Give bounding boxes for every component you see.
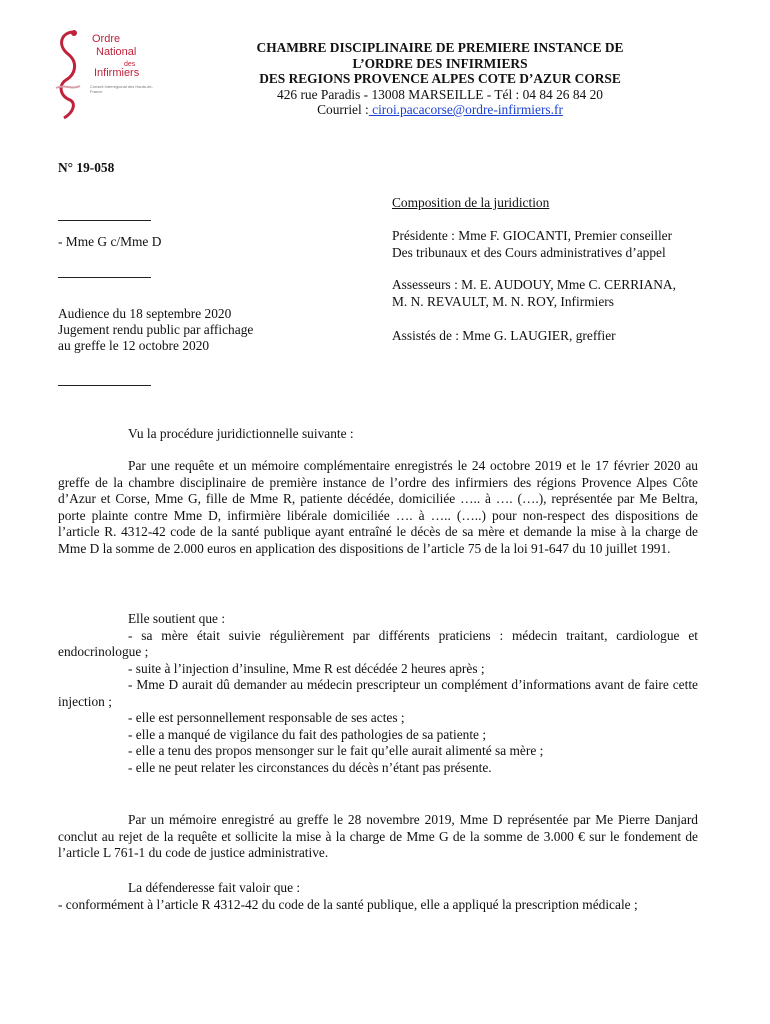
header-address: 426 rue Paradis - 13008 MARSEILLE - Tél : 04 84 26 84 20 <box>277 86 603 102</box>
header-line-2: L’ORDRE DES INFIRMIERS <box>352 55 528 71</box>
hearing-line-1: Audience du 18 septembre 2020 <box>58 306 232 321</box>
separator-3 <box>58 385 151 386</box>
claims-block <box>58 611 698 776</box>
logo-line-4: Infirmiers <box>94 67 140 79</box>
parties: - Mme G c/Mme D <box>58 234 162 249</box>
document-header <box>195 40 685 118</box>
logo-line-2: National <box>96 46 137 58</box>
defense-memo-paragraph: Par un mémoire enregistré au greffe le 28 novembre 2019, Mme D représentée par Me Pierre Danjard conclut au rejet de la requête et sollicite la mise à la charge de Mme G de la somme de 3.000 € sur le fondement de l’article L 761-1 du code de justice administrative. <box>58 812 698 860</box>
composition-clerk: Assistés de : Mme G. LAUGIER, greffier <box>392 328 616 343</box>
separator-2 <box>58 277 151 278</box>
composition-heading: Composition de la juridiction <box>392 195 550 210</box>
claim-item: - sa mère était suivie régulièrement par différents praticiens : médecin traitant, cardiologue et endocrinologue ; <box>58 627 698 659</box>
defense-item: - conformément à l’article R 4312-42 du code de la santé publique, elle a appliqué la prescription médicale ; <box>58 896 638 912</box>
president-line-1: Présidente : Mme F. GIOCANTI, Premier conseiller <box>392 228 673 243</box>
request-paragraph: Par une requête et un mémoire complémentaire enregistrés le 24 octobre 2019 et le 17 février 2020 au greffe de la chambre disciplinaire de première instance de l’ordre des infirmiers des régions Provence Alpes Côte d’Azur et Corse, Mme G, fille de Mme R, patiente décédée, domiciliée ….. à …. (….), représentée par Me Beltra, porte plainte contre Mme D, infirmière libérale domiciliée …. à ….. (…..) pour non-respect des dispositions de l’article R. 4312-42 code de la santé publique ayant entraîné le décès de sa mère et demande la mise à la charge de Mme D la somme de 2.000 euros en application des dispositions de l’article 75 de la loi 91-647 du 10 juillet 1991. <box>58 458 698 556</box>
hearing-line-3: au greffe le 12 octobre 2020 <box>58 338 210 353</box>
header-line-1: CHAMBRE DISCIPLINAIRE DE PREMIERE INSTANCE DE <box>256 40 624 55</box>
intro-paragraph: Vu la procédure juridictionnelle suivante : <box>128 426 354 441</box>
claim-item: - elle ne peut relater les circonstances du décès n’étant pas présente. <box>128 759 492 775</box>
hearing-line-2: Jugement rendu public par affichage <box>58 322 254 337</box>
separator-1 <box>58 220 151 221</box>
hearing-info <box>58 306 253 354</box>
order-logo <box>50 28 180 128</box>
case-number: N° 19-058 <box>58 160 115 175</box>
claim-item: - elle a tenu des propos mensonger sur le fait qu’elle aurait alimenté sa mère ; <box>128 743 544 758</box>
email-link[interactable]: ciroi.pacacorse@ordre-infirmiers.fr <box>368 102 563 117</box>
defense-block <box>58 880 698 913</box>
composition-president <box>392 228 737 261</box>
president-line-2: Des tribunaux et des Cours administratives d’appel <box>392 244 666 260</box>
defense-intro: La défenderesse fait valoir que : <box>128 880 301 895</box>
claims-intro: Elle soutient que : <box>128 611 226 626</box>
header-email-line <box>195 102 685 118</box>
logo-tagline: Conseil Interrégional des Hauts-de-France <box>90 84 153 94</box>
procedure-intro <box>58 426 698 443</box>
paragraph-request <box>58 458 698 557</box>
logo-ribbon-icon <box>50 28 90 123</box>
email-label: Courriel : <box>317 102 369 117</box>
assessors-line-1: Assesseurs : M. E. AUDOUY, Mme C. CERRIANA, <box>392 277 676 292</box>
logo-line-1: Ordre <box>92 33 121 45</box>
logo-line-3: des <box>124 61 136 68</box>
composition-title <box>392 195 737 212</box>
claim-item: - elle est personnellement responsable de ses actes ; <box>128 710 405 725</box>
assessors-line-2: M. N. REVAULT, M. N. ROY, Infirmiers <box>392 293 614 309</box>
composition-assessors <box>392 277 737 310</box>
paragraph-defense-memo <box>58 812 698 862</box>
claim-item: - elle a manqué de vigilance du fait des pathologies de sa patiente ; <box>128 726 487 742</box>
claim-item: - Mme D aurait dû demander au médecin prescripteur un complément d’informations avant de faire cette injection ; <box>58 677 698 709</box>
header-line-3: DES REGIONS PROVENCE ALPES COTE D’AZUR CORSE <box>259 71 621 86</box>
claim-item: - suite à l’injection d’insuline, Mme R est décédée 2 heures après ; <box>128 660 485 676</box>
